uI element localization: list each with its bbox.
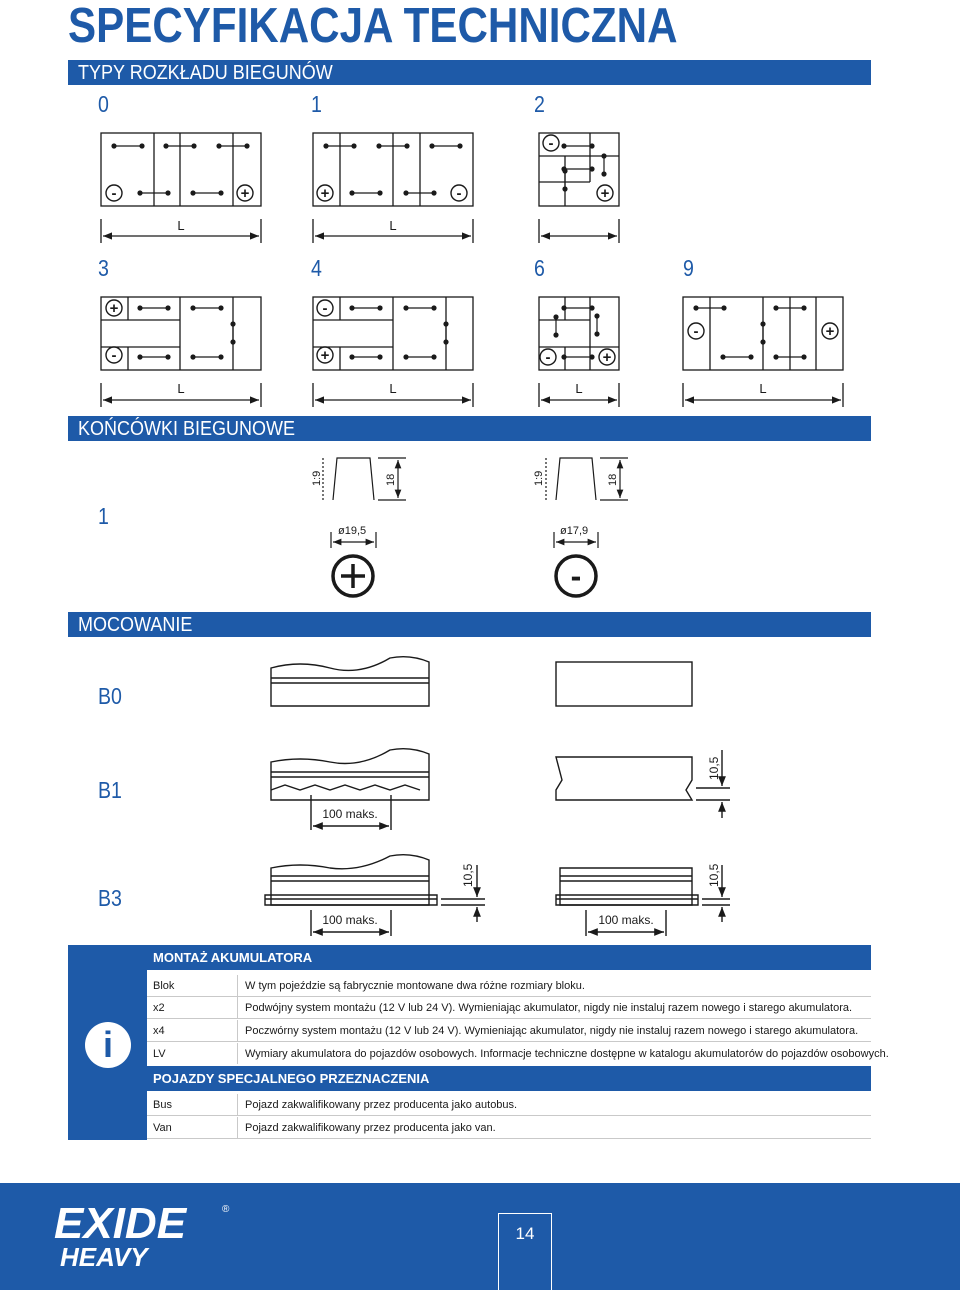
row-code: LV xyxy=(153,1048,166,1060)
table-row xyxy=(147,1094,871,1116)
svg-text:L: L xyxy=(177,218,185,233)
svg-text:-: - xyxy=(548,135,554,152)
row-code: Van xyxy=(153,1122,172,1134)
svg-text:ø17,9: ø17,9 xyxy=(560,525,589,537)
svg-text:10,5: 10,5 xyxy=(707,756,721,780)
svg-text:L: L xyxy=(575,381,583,396)
assembly-title: MONTAŻ AKUMULATORA xyxy=(147,945,871,970)
svg-text:-: - xyxy=(570,558,582,594)
layout-type-label: 6 xyxy=(534,255,545,281)
svg-text:100 maks.: 100 maks. xyxy=(598,913,654,927)
svg-text:-: - xyxy=(111,185,117,202)
svg-text:EXIDE: EXIDE xyxy=(54,1199,187,1248)
row-desc: W tym pojeździe są fabrycznie montowane dwa różne rozmiary bloku. xyxy=(245,980,585,992)
svg-text:18: 18 xyxy=(385,473,397,486)
svg-text:ø19,5: ø19,5 xyxy=(338,525,367,537)
layout-type-label: 2 xyxy=(534,91,545,117)
layout-type-label: 3 xyxy=(98,255,109,281)
svg-text:L: L xyxy=(389,218,397,233)
svg-text:+: + xyxy=(109,300,119,317)
svg-text:L: L xyxy=(389,381,397,396)
svg-text:-: - xyxy=(456,185,462,202)
svg-text:-: - xyxy=(693,323,699,340)
svg-text:10,5: 10,5 xyxy=(707,863,721,887)
svg-text:L: L xyxy=(177,381,185,396)
table-row xyxy=(147,1117,871,1139)
row-code: Bus xyxy=(153,1099,172,1111)
svg-text:-: - xyxy=(322,300,328,317)
table-row xyxy=(147,997,871,1019)
svg-text:1:9: 1:9 xyxy=(533,470,545,486)
svg-text:1:9: 1:9 xyxy=(311,470,323,486)
svg-text:-: - xyxy=(545,349,551,366)
svg-text:®: ® xyxy=(222,1204,230,1215)
svg-text:+: + xyxy=(240,185,250,202)
svg-text:+: + xyxy=(600,185,610,202)
row-desc: Pojazd zakwalifikowany przez producenta jako van. xyxy=(245,1122,496,1134)
svg-text:100 maks.: 100 maks. xyxy=(322,807,378,821)
svg-text:10,5: 10,5 xyxy=(461,863,475,887)
svg-text:100 maks.: 100 maks. xyxy=(322,913,378,927)
row-desc: Wymiary akumulatora do pojazdów osobowych. Informacje techniczne dostępne w katalogu akumulatorów do pojazdów osobowych. xyxy=(245,1048,889,1060)
svg-text:18: 18 xyxy=(607,473,619,486)
page-number: 14 xyxy=(498,1213,552,1290)
svg-text:+: + xyxy=(320,185,330,202)
row-desc: Pojazd zakwalifikowany przez producenta jako autobus. xyxy=(245,1099,518,1111)
section-bar-layouts: TYPY ROZKŁADU BIEGUNÓW xyxy=(68,60,871,85)
pole-signs xyxy=(106,135,838,365)
special-vehicles-title: POJAZDY SPECJALNEGO PRZEZNACZENIA xyxy=(147,1066,871,1091)
table-row xyxy=(147,975,871,997)
row-code: Blok xyxy=(153,980,175,992)
table-row xyxy=(147,1020,871,1042)
terminal-type-label: 1 xyxy=(98,503,109,529)
row-code: x2 xyxy=(153,1002,165,1014)
page-title: SPECYFIKACJA TECHNICZNA xyxy=(68,0,678,53)
svg-text:HEAVY: HEAVY xyxy=(60,1242,148,1272)
layout-type-label: 1 xyxy=(311,91,322,117)
layout-type-label: 0 xyxy=(98,91,109,117)
row-code: x4 xyxy=(153,1025,165,1037)
svg-text:+: + xyxy=(825,323,835,340)
section-bar-mounting: MOCOWANIE xyxy=(68,612,871,637)
layout-type-label: 4 xyxy=(311,255,322,281)
row-desc: Poczwórny system montażu (12 V lub 24 V). Wymieniając akumulator, nigdy nie instaluj razem nowego i starego akumulatora. xyxy=(245,1025,859,1037)
mounting-b0-drawing xyxy=(271,657,692,706)
layout-type-label: 9 xyxy=(683,255,694,281)
table-row xyxy=(147,1043,889,1065)
mounting-type-label: B3 xyxy=(98,885,122,911)
section-bar-terminals: KOŃCÓWKI BIEGUNOWE xyxy=(68,416,871,441)
svg-text:+: + xyxy=(602,349,612,366)
row-desc: Podwójny system montażu (12 V lub 24 V). Wymieniając akumulator, nigdy nie instaluj razem nowego i starego akumulatora. xyxy=(245,1002,853,1014)
svg-text:-: - xyxy=(111,347,117,364)
svg-text:L: L xyxy=(759,381,767,396)
info-icon: i xyxy=(85,1022,131,1068)
mounting-type-label: B1 xyxy=(98,777,122,803)
mounting-type-label: B0 xyxy=(98,683,122,709)
svg-text:+: + xyxy=(320,347,330,364)
exide-heavy-logo xyxy=(44,1198,244,1272)
